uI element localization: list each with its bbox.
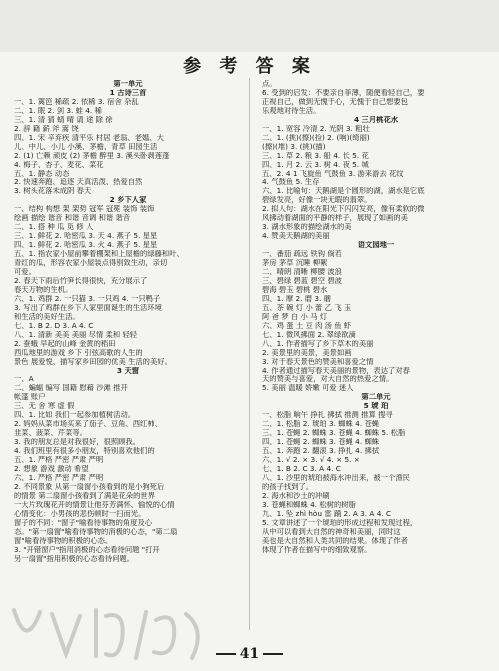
answer-line: 六、1. 鸡群 2. 一只猫 3. 一只鸡 4. 一只鸭子 (14, 294, 161, 303)
answer-line: 二、1. 搭 种 瓜 觅 修 人 (14, 223, 94, 232)
right-column (262, 80, 490, 555)
section-heading: 3 天窗 (116, 366, 140, 375)
answer-line: 六、1. 比喻句：天鹅湖是个圆形的湖，湖水是它底 (262, 187, 425, 196)
answer-line: 另一扇窗"指用积极的心态看待问题。 (14, 554, 135, 563)
answer-line: 八、1. 作者描写了乡下草木的美丽 (262, 339, 374, 348)
answer-line: 一、番茄 疏远 铁钩 倘若 (262, 250, 342, 259)
answer-line: 四、1. 苍蝇 2. 蜘蛛 3. 苍蝇 4. 蜘蛛 (262, 438, 380, 447)
answer-line: 八、1. 清新 美美 美丽 尽情 柔和 轻轻 (14, 330, 138, 339)
page-number-value: 41 (239, 646, 260, 662)
answer-line: 5. 美丽 温暖 娇嫩 可爱 迷人 (262, 384, 354, 393)
answer-line: 和生活的美好生活。 (14, 312, 80, 321)
answer-line: 4. 作者通过描写春天美丽的景物，表达了对春 (262, 366, 410, 375)
answer-line: 一、1. 宽容 冷清 2. 光阴 3. 粗壮 (262, 124, 370, 133)
answer-line: 的情景 第二扇窗小孩看到了满是花朵的世界 (14, 491, 155, 500)
answer-line: 正视自己，做到无愧于心，无愧于自己想要包 (262, 97, 408, 106)
answer-line: 一、结构 构想 架 架势 冠军 冠冕 装饰 装饰 (14, 205, 155, 214)
answer-line: 六、鸡 蛋 土 豆 肉 汤 鱼 虾 (262, 321, 352, 330)
section-heading: 语文园地一 (357, 241, 395, 250)
answer-line: 韭菜、菠菜、芹菜等。 (14, 429, 87, 438)
answer-line: 5. 文章讲述了一个琥珀的形成过程和发现过程， (262, 518, 418, 527)
answer-line: 4. 我们班里有很多小朋友，特别喜欢他们的 (14, 447, 155, 456)
answer-line: 三、1. 清 猜 蜻 晴 请 途 除 徐 (14, 115, 113, 124)
answer-line: 乐观地对待生活。 (262, 106, 321, 115)
answer-line: 3. "开错窗户"指用消极的心态看待问题 "打开 (14, 545, 160, 554)
answer-line: 帐篷 账户 (14, 393, 46, 402)
section-heading: 第一单元 (113, 80, 143, 88)
answer-line: 3. 苍蝇和蜘蛛 4. 松树的树脂 (262, 500, 356, 509)
section-heading: 1 古诗三首 (109, 88, 147, 97)
answer-line: 美也是大自然和人类共同的结果。体现了作者 (262, 536, 408, 545)
answer-line: 四、1. 比如 我们一起参加植树活动。 (14, 411, 136, 420)
answer-line: 二、蝙蝠 编写 国籍 慰藉 沙滩 推开 (14, 384, 128, 393)
answer-line: 2. 想象 游戏 激动 希望 (14, 464, 89, 473)
answer-line: 四、1. 摩 2. 磨 3. 蘑 (262, 294, 331, 303)
answer-line: 碧海 碧玉 碧桃 碧水 (262, 285, 328, 294)
left-column (14, 80, 242, 563)
answer-line: 五、1. 静态 动态 (14, 169, 70, 178)
answer-line: 3. 对于春天景色的赞美和喜爱之情 (262, 357, 374, 366)
answer-line: 三、1. 鲜花 2. 哈密瓜 3. 天 4. 燕子 5. 星星 (14, 232, 158, 241)
answer-line: 4. 赞美天鹅湖的美丽 (262, 232, 330, 241)
answer-line: 绘画 描绘 谐音 和谐 音调 和谐 谐音 (14, 214, 131, 223)
answer-line: 2. 美景里的美景，美景如画 (262, 348, 352, 357)
answer-line: 体现了作者在描写中的细致观察。 (262, 545, 372, 554)
page-title: 参 考 答 案 (183, 56, 316, 77)
answer-line: 五、1. 严格 严密 严肃 严明 (14, 456, 104, 465)
answer-line: 心情变化：小男孩的悲伤顿时一扫而光。 (14, 509, 146, 518)
answer-line: 点。 (262, 80, 277, 88)
answer-line: 3. 写出了鸡群在乡下人家里面诞生的生活环境 (14, 303, 162, 312)
section-heading: 2 乡下人家 (109, 196, 147, 205)
answer-line: 青红的瓜，形容农家小屋装点得别致生动，亲切 (14, 259, 168, 268)
answer-line: 2. (1) 亡赖 顽皮 (2) 茅檐 醉里 3. 溪头卧剥莲蓬 (14, 151, 170, 160)
answer-line: 一大片玫瑰花开的情景让他芬芳满怀、愉悦的心情 (14, 500, 175, 509)
answer-line: 碧绿发亮，好像一块无暇的翡翠。 (262, 196, 372, 205)
answer-line: 阿 爸 梦 白 小 马 灯 (262, 312, 327, 321)
answer-line: 四、1. 鲜花 2. 哈密瓜 3. 火 4. 燕子 5. 星星 (14, 241, 158, 250)
page-number-dash-left (216, 653, 236, 655)
answer-line: 二、晴朗 清晰 柳腰 波浪 (262, 268, 342, 277)
answer-line: 4. 梅子、杏子、麦花、菜花 (14, 160, 104, 169)
answer-line: 窗"喻看待事物的积极的心态。 (14, 536, 113, 545)
answer-line: 2. 拟人句：湖水在阳光下闪闪发亮，像有柔软的微 (262, 205, 425, 214)
answer-line: 窗子的不同："窗子"喻看待事物的角度及心 (14, 518, 153, 527)
answer-line: 一、1. 篱笆 稀疏 2. 依稀 3. 宿舍 杂乱 (14, 97, 139, 106)
answer-line: 儿、中儿、小儿 小溪、茅檐、青草 田园生活 (14, 142, 158, 151)
answer-line: 态。"第一扇窗"喻看待事物的消极的心态，"第二扇 (14, 527, 178, 536)
answer-line: 从中可以看到大自然的神奇和美丽，同时这 (262, 527, 401, 536)
answer-line: 七、1. B 2. D 3. A 4. C (14, 321, 94, 330)
answer-line: 一、A (14, 375, 34, 384)
header-band (0, 0, 499, 52)
answer-line: 2. 蚕蛾 早起的山峰 金黄的稻田 (14, 339, 116, 348)
answer-line: 春天万物的生机。 (14, 285, 73, 294)
answer-line: 五、1. 指农家小屋前攀着棚架和上屋檐的绿藤和叶、 (14, 250, 184, 259)
answer-line: 七、1. B 2. C 3. A 4. C (262, 464, 341, 473)
answer-line: 八、1. 沙里的琥珀被海水冲出来，被一个渔民 (262, 473, 410, 482)
answer-line: 2. 快速奔跑、追逐 天真活泼、热爱自然 (14, 178, 143, 187)
answer-line: 可爱。 (14, 268, 36, 277)
answer-line: 天的赞美与喜爱，对大自然的热爱之情。 (262, 375, 394, 384)
answer-line: 3. 湖水形象的描绘湖水的美 (262, 223, 352, 232)
answer-line: 2. 海水和沙土的冲刷 (262, 491, 330, 500)
answer-line: (擦)(堆) 3. (挑)(描) (262, 142, 326, 151)
column-divider (249, 78, 250, 630)
section-heading: 4 三月桃花水 (353, 115, 399, 124)
answer-line: 的孩子找到了。 (262, 482, 314, 491)
answer-line: 4. 气鼓鱼 5. 生存 (262, 178, 320, 187)
answer-line: 景色 展爱悦、描写家乡田园的优美 生活的美好。 (14, 357, 172, 366)
answer-line: 二、1. (挑)(擦)(捡) 2. (响)(绮丽) (262, 133, 370, 142)
answer-line: 茅房 茅草 沉睡 柳絮 (262, 259, 328, 268)
answer-line: 五、2. 4 1 飞旋鱼 气鼓鱼 3. 游来游去 花纹 (262, 169, 404, 178)
section-heading: 第二单元 (361, 393, 391, 402)
answer-line: 二、1. 松脂 2. 琥珀 3. 蜘蛛 4. 苍蝇 (262, 420, 380, 429)
answer-line: 四、1. 月 2. 云 3. 树 4. 夜 5. 城 (262, 160, 369, 169)
answer-line: 三、无 舍 寒 虚 假 (14, 402, 75, 411)
section-heading: 5 琥 珀 (363, 402, 389, 411)
answer-line: 二、1. 眠 2. 剑 3. 蛙 4. 稀 (14, 106, 102, 115)
answer-line: 风拂动着湖面的平静的样子，展现了如画的美 (262, 214, 408, 223)
answer-line: 2. 妈妈从菜市场买来了茄子、豆角、西红柿、 (14, 420, 162, 429)
answer-line: 四、1. 宋 辛弃疾 清平乐 村居 老翁、老媪、大 (14, 133, 164, 142)
answer-line: 2. 辞 籍 薪 斧 篙 饶 (14, 124, 79, 133)
answer-line: 九、1. 坠 zhì hòu 雷 踊 2. A 3. A 4. C (262, 509, 392, 518)
answer-line: 3. 树头花落未成阴 春天 (14, 187, 92, 196)
answer-line: 2. 春天下雨后竹笋长得很快，充分展示了 (14, 276, 148, 285)
page-number (0, 646, 499, 662)
answer-line: 五、茶 碗 灯 小 蕾 乙 飞 玉 (262, 303, 352, 312)
answer-line: 一、松脂 晌午 挣扎 拂拭 推测 推算 搜寻 (262, 411, 393, 420)
answer-line: 3. 我的朋友总是对我很好，很照顾我。 (14, 438, 141, 447)
page-number-dash-right (263, 653, 283, 655)
answer-line: 六、1. 严格 严密 严肃 严明 (14, 473, 104, 482)
answer-line: 三、1. 苍蝇 2. 蜘蛛 3. 苍蝇 4. 蜘蛛 5. 松脂 (262, 429, 406, 438)
answer-line: 六、1. √ 2. × 3. √ 4. × 5. × (262, 456, 360, 465)
answer-line: 2. 不同景象 从第一扇窗小孩看到的是小狗死后 (14, 482, 165, 491)
answer-line: 五、1. 奔跑 2. 翻滚 3. 挣扎 4. 拂拭 (262, 447, 380, 456)
answer-line: 七、1. 微风拂面 2. 翠绿欲滴 (262, 330, 356, 339)
answer-line: 西瓜地里的游戏 乡下 引弦高歌的人生的 (14, 348, 143, 357)
answer-line: 6. 受到的启发：不要亲自菲薄，随便看轻自己，要 (262, 88, 425, 97)
answer-line: 三、碧绿 碧蓝 碧空 碧波 (262, 276, 342, 285)
answer-line: 三、1. 草 2. 粮 3. 船 4. 长 5. 花 (262, 151, 369, 160)
